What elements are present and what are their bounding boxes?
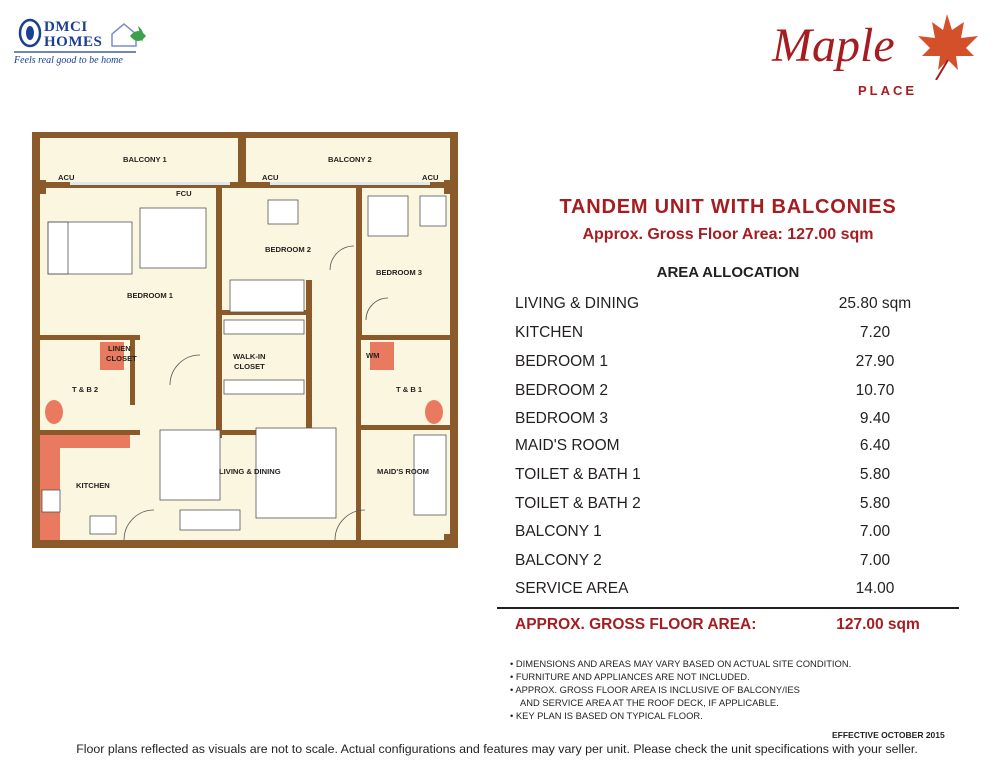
allocation-label: TOILET & BATH 2 <box>515 495 641 512</box>
room-label-maids-room: MAID'S ROOM <box>377 467 430 476</box>
dmci-tagline: Feels real good to be home <box>14 55 123 66</box>
allocation-value: 14.00 <box>855 580 895 597</box>
allocation-row <box>515 295 935 317</box>
note-line: AND SERVICE AREA AT THE ROOF DECK, IF APPLICABLE. <box>520 697 779 708</box>
allocation-label: BALCONY 2 <box>515 552 602 569</box>
allocation-label: TOILET & BATH 1 <box>515 466 641 483</box>
room-label-acu-1: ACU <box>58 173 75 182</box>
room-label-bedroom-3: BEDROOM 3 <box>376 268 422 277</box>
allocation-label: KITCHEN <box>515 324 584 341</box>
note-line: • KEY PLAN IS BASED ON TYPICAL FLOOR. <box>510 710 703 721</box>
allocation-value: 9.40 <box>859 410 891 427</box>
allocation-value: 5.80 <box>859 466 891 483</box>
gross-area-label: APPROX. GROSS FLOOR AREA: <box>515 616 757 633</box>
allocation-value: 27.90 <box>855 353 895 370</box>
allocation-heading: AREA ALLOCATION <box>656 264 800 281</box>
allocation-row <box>515 382 935 404</box>
allocation-label: LIVING & DINING <box>515 295 640 312</box>
allocation-value: 7.00 <box>859 523 891 540</box>
gross-area-value: 127.00 sqm <box>836 616 920 633</box>
allocation-label: MAID'S ROOM <box>515 437 620 454</box>
room-label-living-dining: LIVING & DINING <box>219 467 281 476</box>
footer-disclaimer: Floor plans reflected as visuals are not to scale. Actual configurations and features may vary per unit. Please check the unit specifications with your seller. <box>76 742 918 756</box>
allocation-row <box>515 495 935 517</box>
room-label-linen-1: LINEN <box>108 344 131 353</box>
allocation-label: BEDROOM 2 <box>515 382 609 399</box>
allocation-label: BALCONY 1 <box>515 523 602 540</box>
maple-leaf-icon <box>912 10 982 80</box>
room-label-fcu: FCU <box>176 189 192 198</box>
allocation-value: 10.70 <box>855 382 895 399</box>
allocation-value: 25.80 sqm <box>838 295 912 312</box>
room-label-kitchen: KITCHEN <box>76 481 110 490</box>
allocation-row <box>515 410 935 432</box>
dmci-logo-text <box>44 20 102 50</box>
dmci-logo-line1: DMCI <box>44 19 88 35</box>
unit-subtitle: Approx. Gross Floor Area: 127.00 sqm <box>582 226 874 243</box>
room-label-walkin-2: CLOSET <box>234 362 265 371</box>
allocation-row <box>515 437 935 459</box>
divider <box>497 607 959 609</box>
allocation-row <box>515 466 935 488</box>
allocation-label: BEDROOM 3 <box>515 410 609 427</box>
maple-logo-place: PLACE <box>858 83 918 98</box>
allocation-label: SERVICE AREA <box>515 580 629 597</box>
room-label-wm: WM <box>366 351 380 360</box>
allocation-value: 7.00 <box>859 552 891 569</box>
dmci-logo-line2: HOMES <box>44 34 103 50</box>
room-label-balcony-1: BALCONY 1 <box>123 155 167 164</box>
allocation-value: 6.40 <box>859 437 891 454</box>
room-label-acu-2: ACU <box>262 173 279 182</box>
note-line: • APPROX. GROSS FLOOR AREA IS INCLUSIVE OF BALCONY/IES <box>510 684 800 695</box>
floor-plan <box>30 130 460 550</box>
room-label-tb1: T & B 1 <box>396 385 423 394</box>
effective-date: EFFECTIVE OCTOBER 2015 <box>832 730 945 740</box>
allocation-value: 5.80 <box>859 495 891 512</box>
room-label-linen-2: CLOSET <box>106 354 137 363</box>
allocation-label: BEDROOM 1 <box>515 353 609 370</box>
allocation-row <box>515 523 935 545</box>
maple-logo-word: Maple <box>772 19 895 72</box>
allocation-row <box>515 552 935 574</box>
note-line: • DIMENSIONS AND AREAS MAY VARY BASED ON ACTUAL SITE CONDITION. <box>510 658 852 669</box>
room-label-tb2: T & B 2 <box>72 385 99 394</box>
note-line: • FURNITURE AND APPLIANCES ARE NOT INCLUDED. <box>510 671 750 682</box>
allocation-row <box>515 324 935 346</box>
room-label-balcony-2: BALCONY 2 <box>328 155 372 164</box>
unit-title: TANDEM UNIT WITH BALCONIES <box>559 196 897 218</box>
allocation-value: 7.20 <box>859 324 891 341</box>
allocation-row <box>515 580 935 602</box>
room-label-acu-3: ACU <box>422 173 439 182</box>
room-label-bedroom-1: BEDROOM 1 <box>127 291 173 300</box>
room-label-bedroom-2: BEDROOM 2 <box>265 245 311 254</box>
room-label-walkin-1: WALK-IN <box>233 352 266 361</box>
allocation-row <box>515 353 935 375</box>
